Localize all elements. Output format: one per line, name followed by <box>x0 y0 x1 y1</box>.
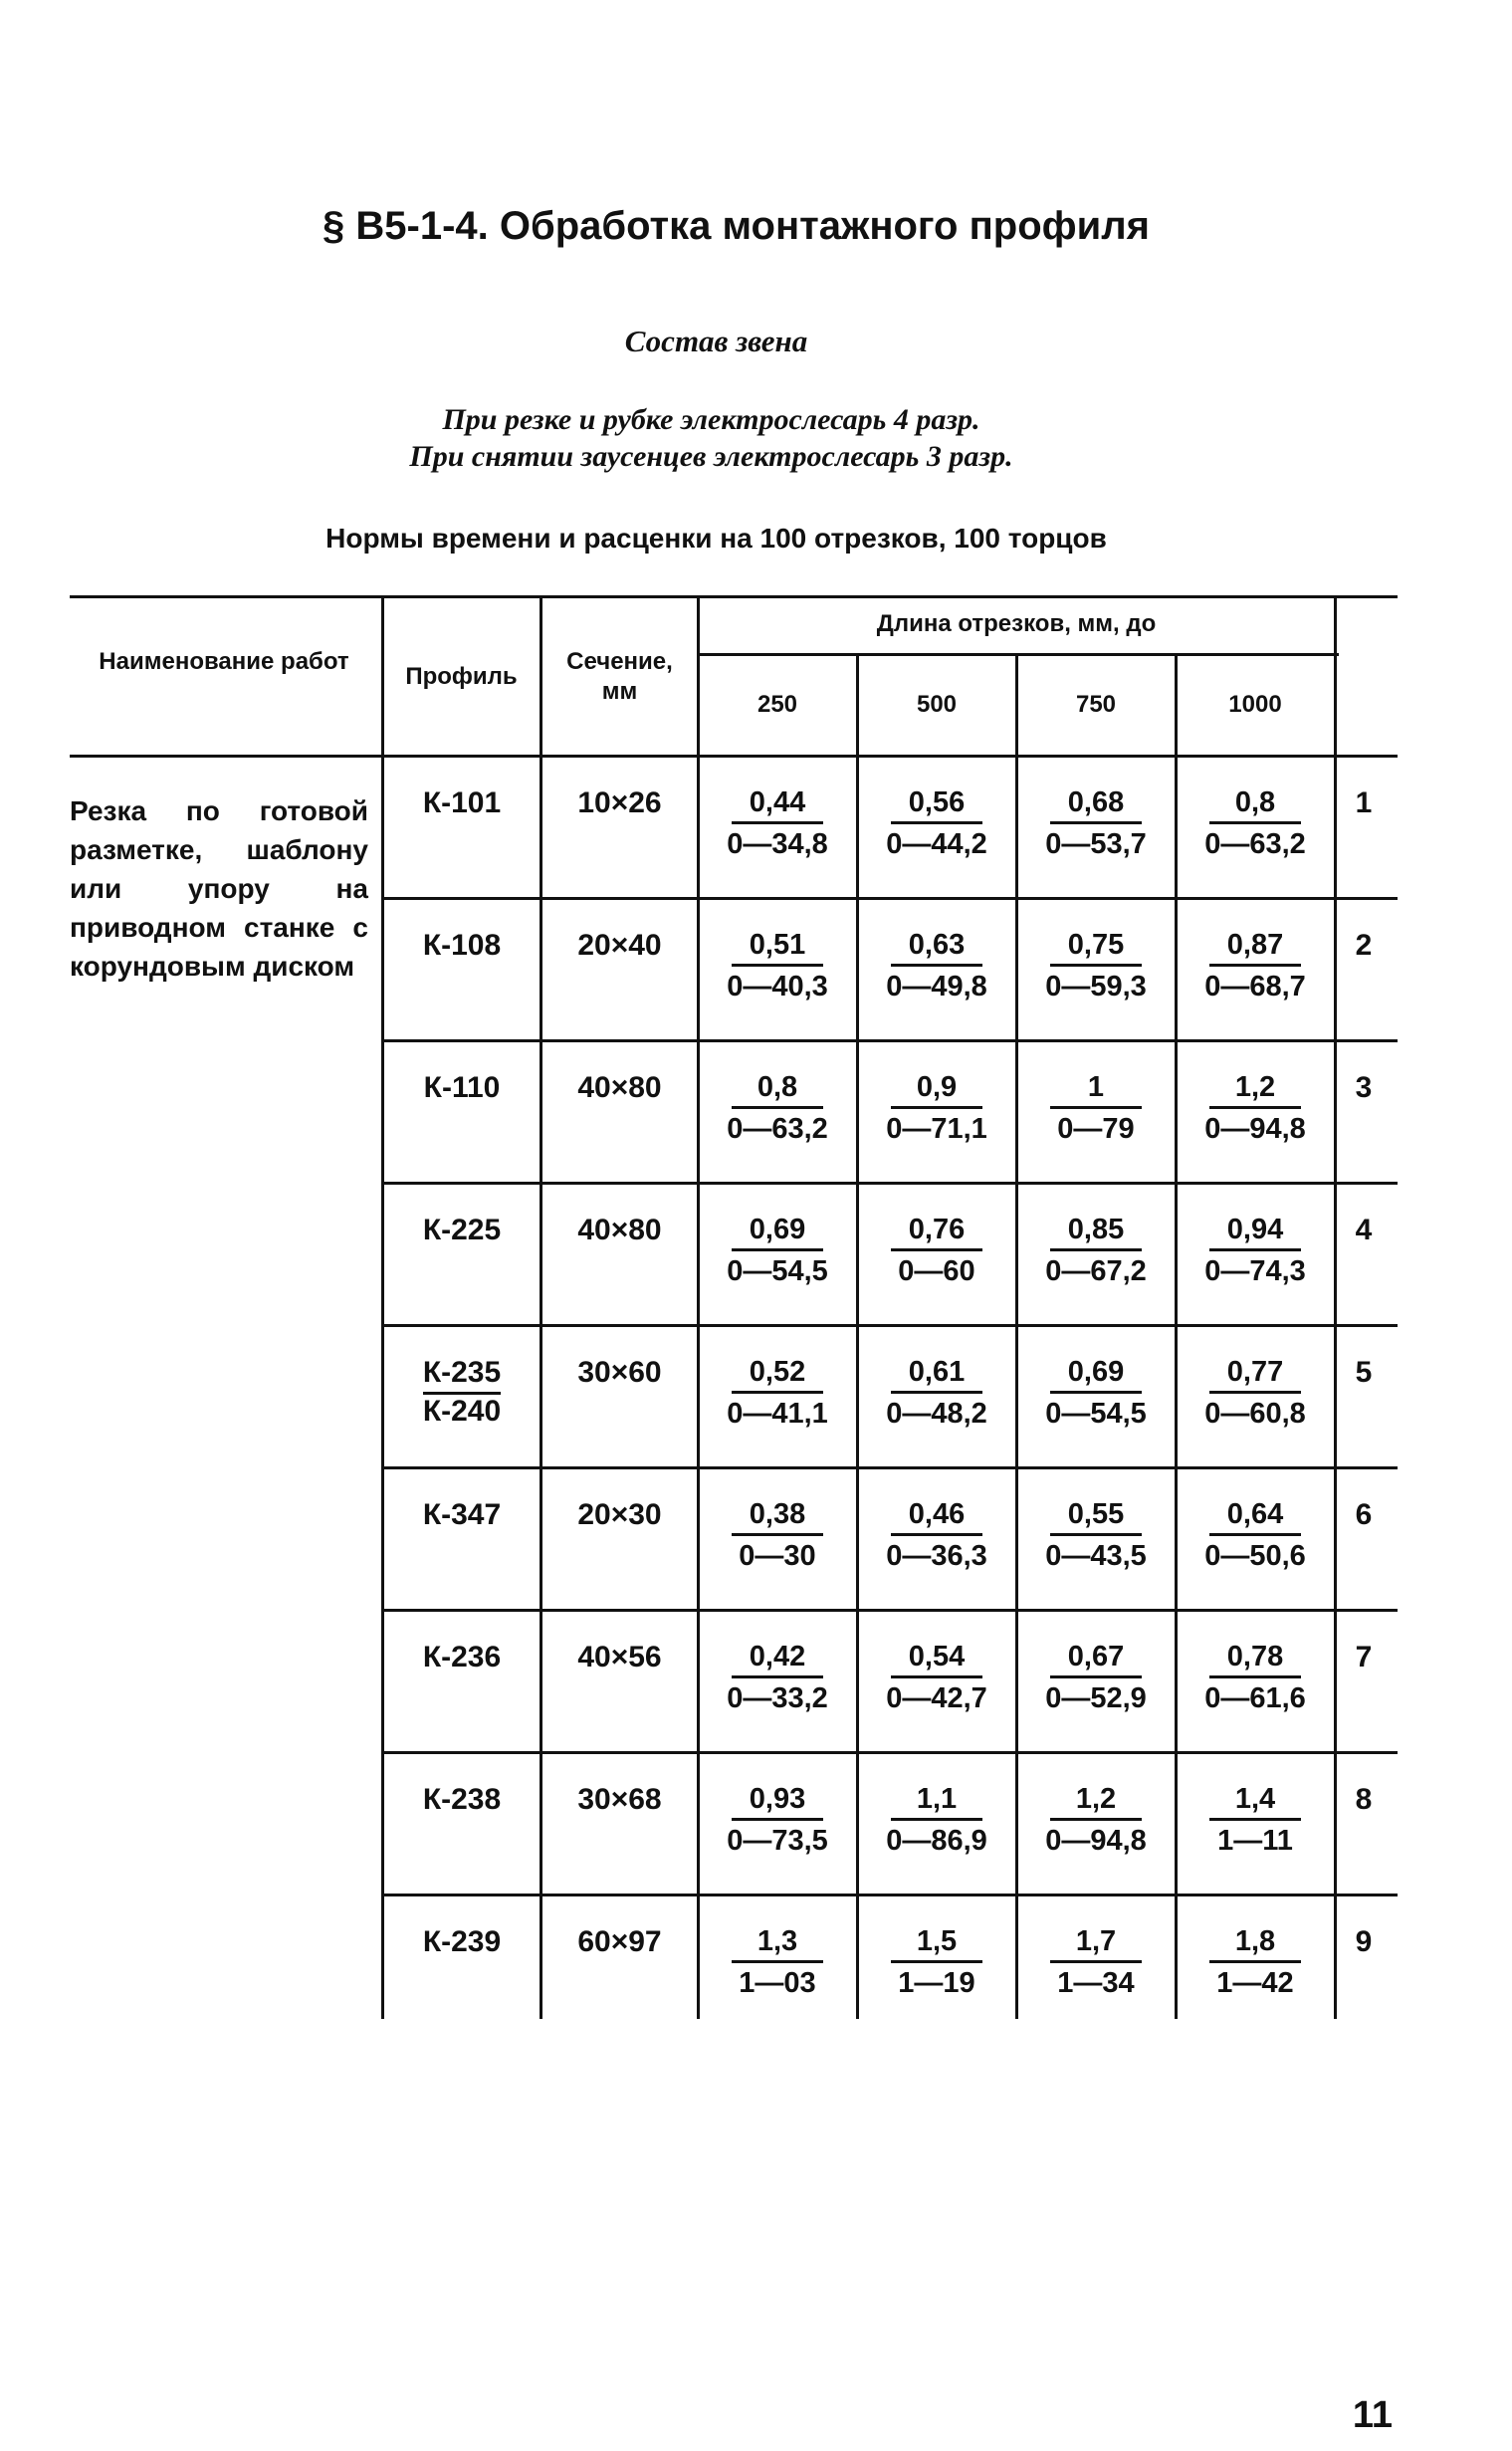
time-norm: 0,94 <box>1209 1214 1301 1251</box>
time-norm: 0,44 <box>732 786 823 824</box>
time-norm: 0,76 <box>891 1214 982 1251</box>
profile-code: К-238 <box>422 1783 502 1816</box>
time-norm: 1,2 <box>1050 1783 1142 1821</box>
price-rate: 1—03 <box>739 1967 816 1999</box>
rate-cell <box>858 1071 1015 1146</box>
time-norm: 0,8 <box>1209 786 1301 824</box>
time-norm: 1,4 <box>1209 1783 1301 1821</box>
price-rate: 0—33,2 <box>727 1682 828 1714</box>
profile-cell <box>383 1214 540 1247</box>
rate-cell <box>1017 1214 1175 1288</box>
rate-cell <box>699 1214 856 1288</box>
time-norm: 0,75 <box>1050 929 1142 967</box>
header-length-group: Длина отрезков, мм, до <box>876 610 1157 637</box>
row-rule <box>383 1039 1398 1042</box>
rate-cell <box>1017 1071 1175 1146</box>
time-norm: 0,42 <box>732 1641 823 1678</box>
profile-cell <box>383 1356 540 1429</box>
price-rate: 0—50,6 <box>1204 1540 1306 1572</box>
row-rule <box>383 1466 1398 1469</box>
rate-cell <box>699 1356 856 1431</box>
profile-cell <box>383 1783 540 1817</box>
profile-cell <box>383 1925 540 1959</box>
price-rate: 0—53,7 <box>1045 828 1147 860</box>
rate-cell <box>699 929 856 1003</box>
profile-cell <box>383 786 540 820</box>
rate-cell <box>699 1071 856 1146</box>
rate-cell <box>1177 1783 1334 1858</box>
rate-cell <box>1017 1641 1175 1715</box>
time-norm: 1,7 <box>1050 1925 1142 1963</box>
rate-cell <box>858 1356 1015 1431</box>
profile-code: К-110 <box>423 1071 501 1104</box>
price-rate: 1—19 <box>898 1967 975 1999</box>
crew-line-1: При резке и рубке электрослесарь 4 разр. <box>442 403 980 436</box>
time-norm: 0,61 <box>891 1356 982 1394</box>
profile-code: К-235 <box>423 1356 501 1395</box>
row-number: 3 <box>1355 1071 1373 1104</box>
time-norm: 0,9 <box>891 1071 982 1109</box>
rate-cell <box>858 1925 1015 2000</box>
section-cell: 10×26 <box>577 786 662 819</box>
rate-cell <box>858 1641 1015 1715</box>
rate-cell <box>699 1925 856 2000</box>
time-norm: 1,2 <box>1209 1071 1301 1109</box>
profile-code: К-225 <box>422 1214 502 1246</box>
profile-code: К-347 <box>422 1498 502 1531</box>
header-section: Сечение, мм <box>566 648 673 705</box>
page-number: 11 <box>1352 2394 1393 2436</box>
rate-cell <box>699 786 856 861</box>
time-norm: 0,78 <box>1209 1641 1301 1678</box>
time-norm: 1,1 <box>891 1783 982 1821</box>
price-rate: 0—79 <box>1057 1113 1135 1145</box>
rate-cell <box>1177 1641 1334 1715</box>
profile-cell <box>383 1641 540 1674</box>
rate-cell <box>1177 1498 1334 1573</box>
row-number: 8 <box>1355 1783 1373 1816</box>
row-rule <box>383 897 1398 900</box>
price-rate: 0—86,9 <box>886 1825 987 1857</box>
row-number: 7 <box>1355 1641 1373 1673</box>
rate-cell <box>1017 929 1175 1003</box>
column-divider <box>1334 595 1337 2019</box>
price-rate: 0—73,5 <box>727 1825 828 1857</box>
price-rate: 1—42 <box>1216 1967 1294 1999</box>
price-rate: 0—67,2 <box>1045 1255 1147 1287</box>
rate-cell <box>1017 1498 1175 1573</box>
section-cell: 20×30 <box>577 1498 662 1531</box>
price-rate: 0—43,5 <box>1045 1540 1147 1572</box>
row-rule <box>383 1609 1398 1612</box>
profile-cell <box>383 929 540 963</box>
time-norm: 0,87 <box>1209 929 1301 967</box>
header-bottom-rule <box>70 755 1398 758</box>
rate-cell <box>699 1641 856 1715</box>
row-number: 2 <box>1355 929 1373 962</box>
rate-cell <box>1177 1214 1334 1288</box>
rate-cell <box>1177 1356 1334 1431</box>
time-norm: 0,46 <box>891 1498 982 1536</box>
section-cell: 40×56 <box>577 1641 662 1673</box>
section-cell: 60×97 <box>577 1925 662 1958</box>
profile-code-alt: К-240 <box>422 1395 502 1428</box>
rate-cell <box>1177 786 1334 861</box>
rate-cell <box>858 786 1015 861</box>
time-norm: 0,69 <box>1050 1356 1142 1394</box>
crew-heading: Состав звена <box>624 324 808 358</box>
price-rate: 1—34 <box>1057 1967 1135 1999</box>
price-rate: 1—11 <box>1217 1825 1293 1857</box>
price-rate: 0—42,7 <box>886 1682 987 1714</box>
time-norm: 0,51 <box>732 929 823 967</box>
section-cell: 30×68 <box>577 1783 662 1816</box>
time-norm: 1,5 <box>891 1925 982 1963</box>
rate-cell <box>1177 929 1334 1003</box>
norms-caption: Нормы времени и расценки на 100 отрезков, 100 торцов <box>325 523 1107 554</box>
time-norm: 0,38 <box>732 1498 823 1536</box>
price-rate: 0—49,8 <box>886 971 987 1003</box>
header-profile: Профиль <box>405 663 518 690</box>
rate-cell <box>858 1214 1015 1288</box>
length-group-rule <box>699 653 1339 656</box>
row-number: 9 <box>1355 1925 1373 1958</box>
price-rate: 0—59,3 <box>1045 971 1147 1003</box>
profile-code: К-239 <box>422 1925 502 1958</box>
profile-cell <box>383 1071 540 1105</box>
profile-cell <box>383 1498 540 1532</box>
header-length-750: 750 <box>1075 691 1117 718</box>
price-rate: 0—71,1 <box>886 1113 987 1145</box>
price-rate: 0—44,2 <box>886 828 987 860</box>
row-number: 5 <box>1355 1356 1373 1389</box>
price-rate: 0—60,8 <box>1204 1398 1306 1430</box>
price-rate: 0—52,9 <box>1045 1682 1147 1714</box>
time-norm: 0,68 <box>1050 786 1142 824</box>
time-norm: 0,93 <box>732 1783 823 1821</box>
price-rate: 0—40,3 <box>727 971 828 1003</box>
rate-cell <box>699 1783 856 1858</box>
work-name: Резка по готовой разметке, шаблону или упору на приводном станке с корундовым диском <box>70 795 368 982</box>
rate-cell <box>1177 1925 1334 2000</box>
header-work: Наименование работ <box>99 648 349 675</box>
price-rate: 0—34,8 <box>727 828 828 860</box>
row-rule <box>383 1894 1398 1896</box>
price-rate: 0—54,5 <box>727 1255 828 1287</box>
price-rate: 0—48,2 <box>886 1398 987 1430</box>
section-title: § В5-1-4. Обработка монтажного профиля <box>323 204 1150 248</box>
price-rate: 0—94,8 <box>1045 1825 1147 1857</box>
rate-cell <box>858 929 1015 1003</box>
header-length-1000: 1000 <box>1228 691 1282 718</box>
rate-cell <box>699 1498 856 1573</box>
time-norm: 0,63 <box>891 929 982 967</box>
row-number: 1 <box>1355 786 1373 819</box>
row-number: 4 <box>1355 1214 1373 1246</box>
time-norm: 1 <box>1050 1071 1142 1109</box>
row-rule <box>383 1182 1398 1185</box>
profile-code: К-236 <box>422 1641 502 1673</box>
price-rate: 0—94,8 <box>1204 1113 1306 1145</box>
time-norm: 1,3 <box>732 1925 823 1963</box>
rate-cell <box>1017 1356 1175 1431</box>
section-cell: 40×80 <box>577 1214 662 1246</box>
time-norm: 0,52 <box>732 1356 823 1394</box>
section-cell: 30×60 <box>577 1356 662 1389</box>
time-norm: 0,55 <box>1050 1498 1142 1536</box>
row-rule <box>383 1324 1398 1327</box>
price-rate: 0—63,2 <box>727 1113 828 1145</box>
price-rate: 0—30 <box>739 1540 816 1572</box>
price-rate: 0—74,3 <box>1204 1255 1306 1287</box>
price-rate: 0—63,2 <box>1204 828 1306 860</box>
time-norm: 0,77 <box>1209 1356 1301 1394</box>
price-rate: 0—54,5 <box>1045 1398 1147 1430</box>
header-length-500: 500 <box>916 691 958 718</box>
section-cell: 40×80 <box>577 1071 662 1104</box>
time-norm: 0,56 <box>891 786 982 824</box>
rate-cell <box>858 1498 1015 1573</box>
section-cell: 20×40 <box>577 929 662 962</box>
rate-cell <box>1177 1071 1334 1146</box>
time-norm: 0,69 <box>732 1214 823 1251</box>
rate-cell <box>1017 1783 1175 1858</box>
time-norm: 0,64 <box>1209 1498 1301 1536</box>
price-rate: 0—61,6 <box>1204 1682 1306 1714</box>
row-number: 6 <box>1355 1498 1373 1531</box>
row-rule <box>383 1751 1398 1754</box>
rate-cell <box>1017 786 1175 861</box>
price-rate: 0—36,3 <box>886 1540 987 1572</box>
profile-code: К-101 <box>422 786 502 819</box>
time-norm: 0,8 <box>732 1071 823 1109</box>
time-norm: 0,85 <box>1050 1214 1142 1251</box>
price-rate: 0—68,7 <box>1204 971 1306 1003</box>
header-length-250: 250 <box>756 691 798 718</box>
price-rate: 0—60 <box>898 1255 975 1287</box>
profile-code: К-108 <box>422 929 502 962</box>
time-norm: 0,54 <box>891 1641 982 1678</box>
rate-cell <box>1017 1925 1175 2000</box>
table-top-rule <box>70 595 1398 598</box>
time-norm: 0,67 <box>1050 1641 1142 1678</box>
crew-line-2: При снятии заусенцев электрослесарь 3 разр. <box>409 440 1013 473</box>
price-rate: 0—41,1 <box>727 1398 828 1430</box>
rate-cell <box>858 1783 1015 1858</box>
time-norm: 1,8 <box>1209 1925 1301 1963</box>
